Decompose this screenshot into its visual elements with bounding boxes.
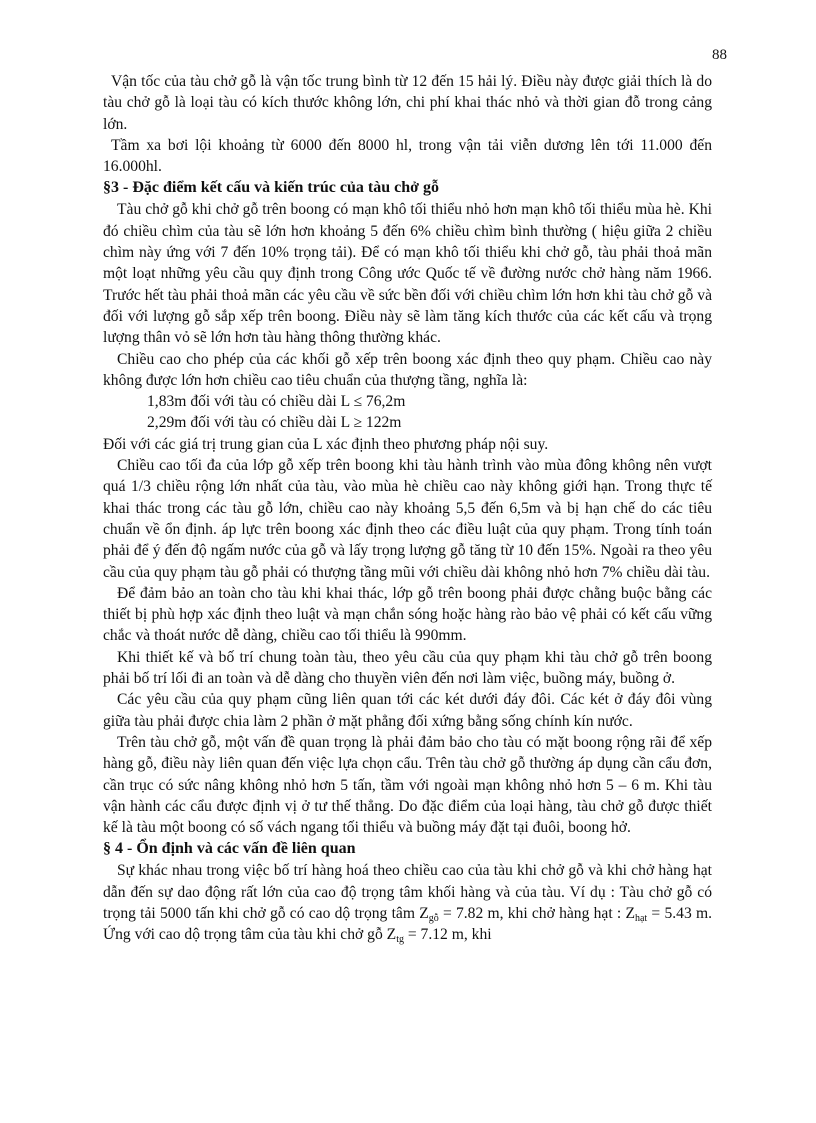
paragraph: Chiều cao tối đa của lớp gỗ xếp trên boong khi tàu hành trình vào mùa đông không nên vượt quá 1/3 chiều rộng lớn nhất của tàu, vào mùa hè chiều cao này không giới hạn. Trong thực tế khai thác trong các tàu gỗ lớn, chiều cao này khoảng 5,5 đến 6,5m và bị hạn chế do các tiêu chuẩn về ổn định. áp lực trên boong xác định theo các điều luật của quy phạm. Trong tính toán phải để ý đến độ ngấm nước của gỗ và lấy trọng lượng gỗ tăng từ 10 đến 15%. Ngoài ra theo yêu cầu của quy phạm tàu gỗ phải có thượng tầng mũi với chiều dài không nhỏ hơn 7% chiều dài tàu. [103, 457, 712, 581]
section-3-heading: §3 - Đặc điểm kết cấu và kiến trúc của tàu chở gỗ [103, 179, 439, 197]
paragraph: Sự khác nhau trong việc bố trí hàng hoá theo chiều cao của tàu khi chở gỗ và khi chở hàng hạt dẫn đến sự dao động rất lớn của cao độ trọng tâm khối hàng và của tàu. Ví dụ : Tàu chở gỗ có trọng tải 5000 tấn khi chở gỗ có cao dộ trọng tâm $Z_{gỗ} = 7.82$ m, khi chở hàng hạt : $Z_{hạt} = 5.43$ m. Ứng với cao dộ trọng tâm của tàu khi chở gỗ $Z_{tg} = 7.12$ m, khi [103, 862, 712, 946]
paragraph: Các yêu cầu của quy phạm cũng liên quan tới các két dưới đáy đôi. Các két ở đáy đôi vùng giữa tàu phải được chia làm 2 phần ở mặt phẳng đối xứng bằng sống chính kín nước. [103, 691, 712, 730]
document-body [103, 71, 712, 946]
paragraph: Vận tốc của tàu chở gỗ là vận tốc trung bình từ 12 đến 15 hải lý. Điều này được giải thích là do tàu chở gỗ là loại tàu có kích thước không lớn, chi phí khai thác nhỏ và thời gian đỗ trong cảng lớn. [103, 73, 712, 133]
paragraph: Để đảm bảo an toàn cho tàu khi khai thác, lớp gỗ trên boong phải được chằng buộc bằng các thiết bị phù hợp xác định theo luật và mạn chắn sóng hoặc hàng rào bảo vệ phải có kết cấu vững chắc và thoát nước dễ dàng, chiều cao tối thiểu là 990mm. [103, 584, 712, 645]
paragraph: Trên tàu chở gỗ, một vấn đề quan trọng là phải đảm bảo cho tàu có mặt boong rộng rãi để xếp hàng gỗ, điều này liên quan đến việc lựa chọn cẩu. Trên tàu chở gỗ thường áp dụng cần cẩu đơn, cần trục có sức nâng không nhỏ hơn 5 tấn, tầm với ngoài mạn không nhỏ hơn 5 – 6 m. Khi tàu vận hành các cẩu được định vị ở tư thế thẳng. Do đặc điểm của loại hàng, tàu chở gỗ được thiết kế là tàu một boong có số vách ngang tối thiểu và buồng máy đặt tại đuôi, boong hở. [103, 733, 712, 837]
paragraph: Chiều cao cho phép của các khối gỗ xếp trên boong xác định theo quy phạm. Chiều cao này không được lớn hơn chiều cao tiêu chuẩn của thượng tầng, nghĩa là: [103, 350, 712, 389]
section-4-heading: § 4 - Ổn định và các vấn đề liên quan [103, 840, 356, 858]
paragraph: Đối với các giá trị trung gian của L xác định theo phương pháp nội suy. [103, 435, 549, 453]
formula-line: 2,29m đối với tàu có chiều dài L ≥ 122m [147, 414, 402, 432]
paragraph: Tầm xa bơi lội khoảng từ 6000 đến 8000 hl, trong vận tải viễn dương lên tới 11.000 đến 16.000hl. [103, 136, 712, 176]
page-number: 88 [712, 47, 727, 63]
formula-line: 1,83m đối với tàu có chiều dài L ≤ 76,2m [147, 393, 406, 411]
paragraph: Tàu chở gỗ khi chở gỗ trên boong có mạn khô tối thiểu nhỏ hơn mạn khô tối thiểu mùa hè. Khi đó chiều chìm của tàu sẽ lớn hơn khoảng 5 đến 6% chiều chìm bình thường ( hiệu giữa 2 chiều chìm này ứng với 7 đến 10% trọng tải). Để có mạn khô tối thiểu khi chở gỗ, tàu phải thoả mãn một loạt những yêu cầu quy định trong Công ước Quốc tế về đường nước chở hàng năm 1966. Trước hết tàu phải thoả mãn các yêu cầu về sức bền đối với chiều chìm lớn hơn khi tàu chở gỗ và đối với lượng gỗ sắp xếp trên boong. Điều này sẽ làm tăng kích thước của các kết cấu và trọng lượng thân vỏ sẽ lớn hơn tàu hàng thông thường khác. [103, 201, 712, 347]
paragraph: Khi thiết kế và bố trí chung toàn tàu, theo yêu cầu của quy phạm khi tàu chở gỗ trên boong phải bố trí lối đi an toàn và dễ dàng cho thuyền viên đến nơi làm việc, buồng máy, buồng ở. [103, 648, 712, 688]
